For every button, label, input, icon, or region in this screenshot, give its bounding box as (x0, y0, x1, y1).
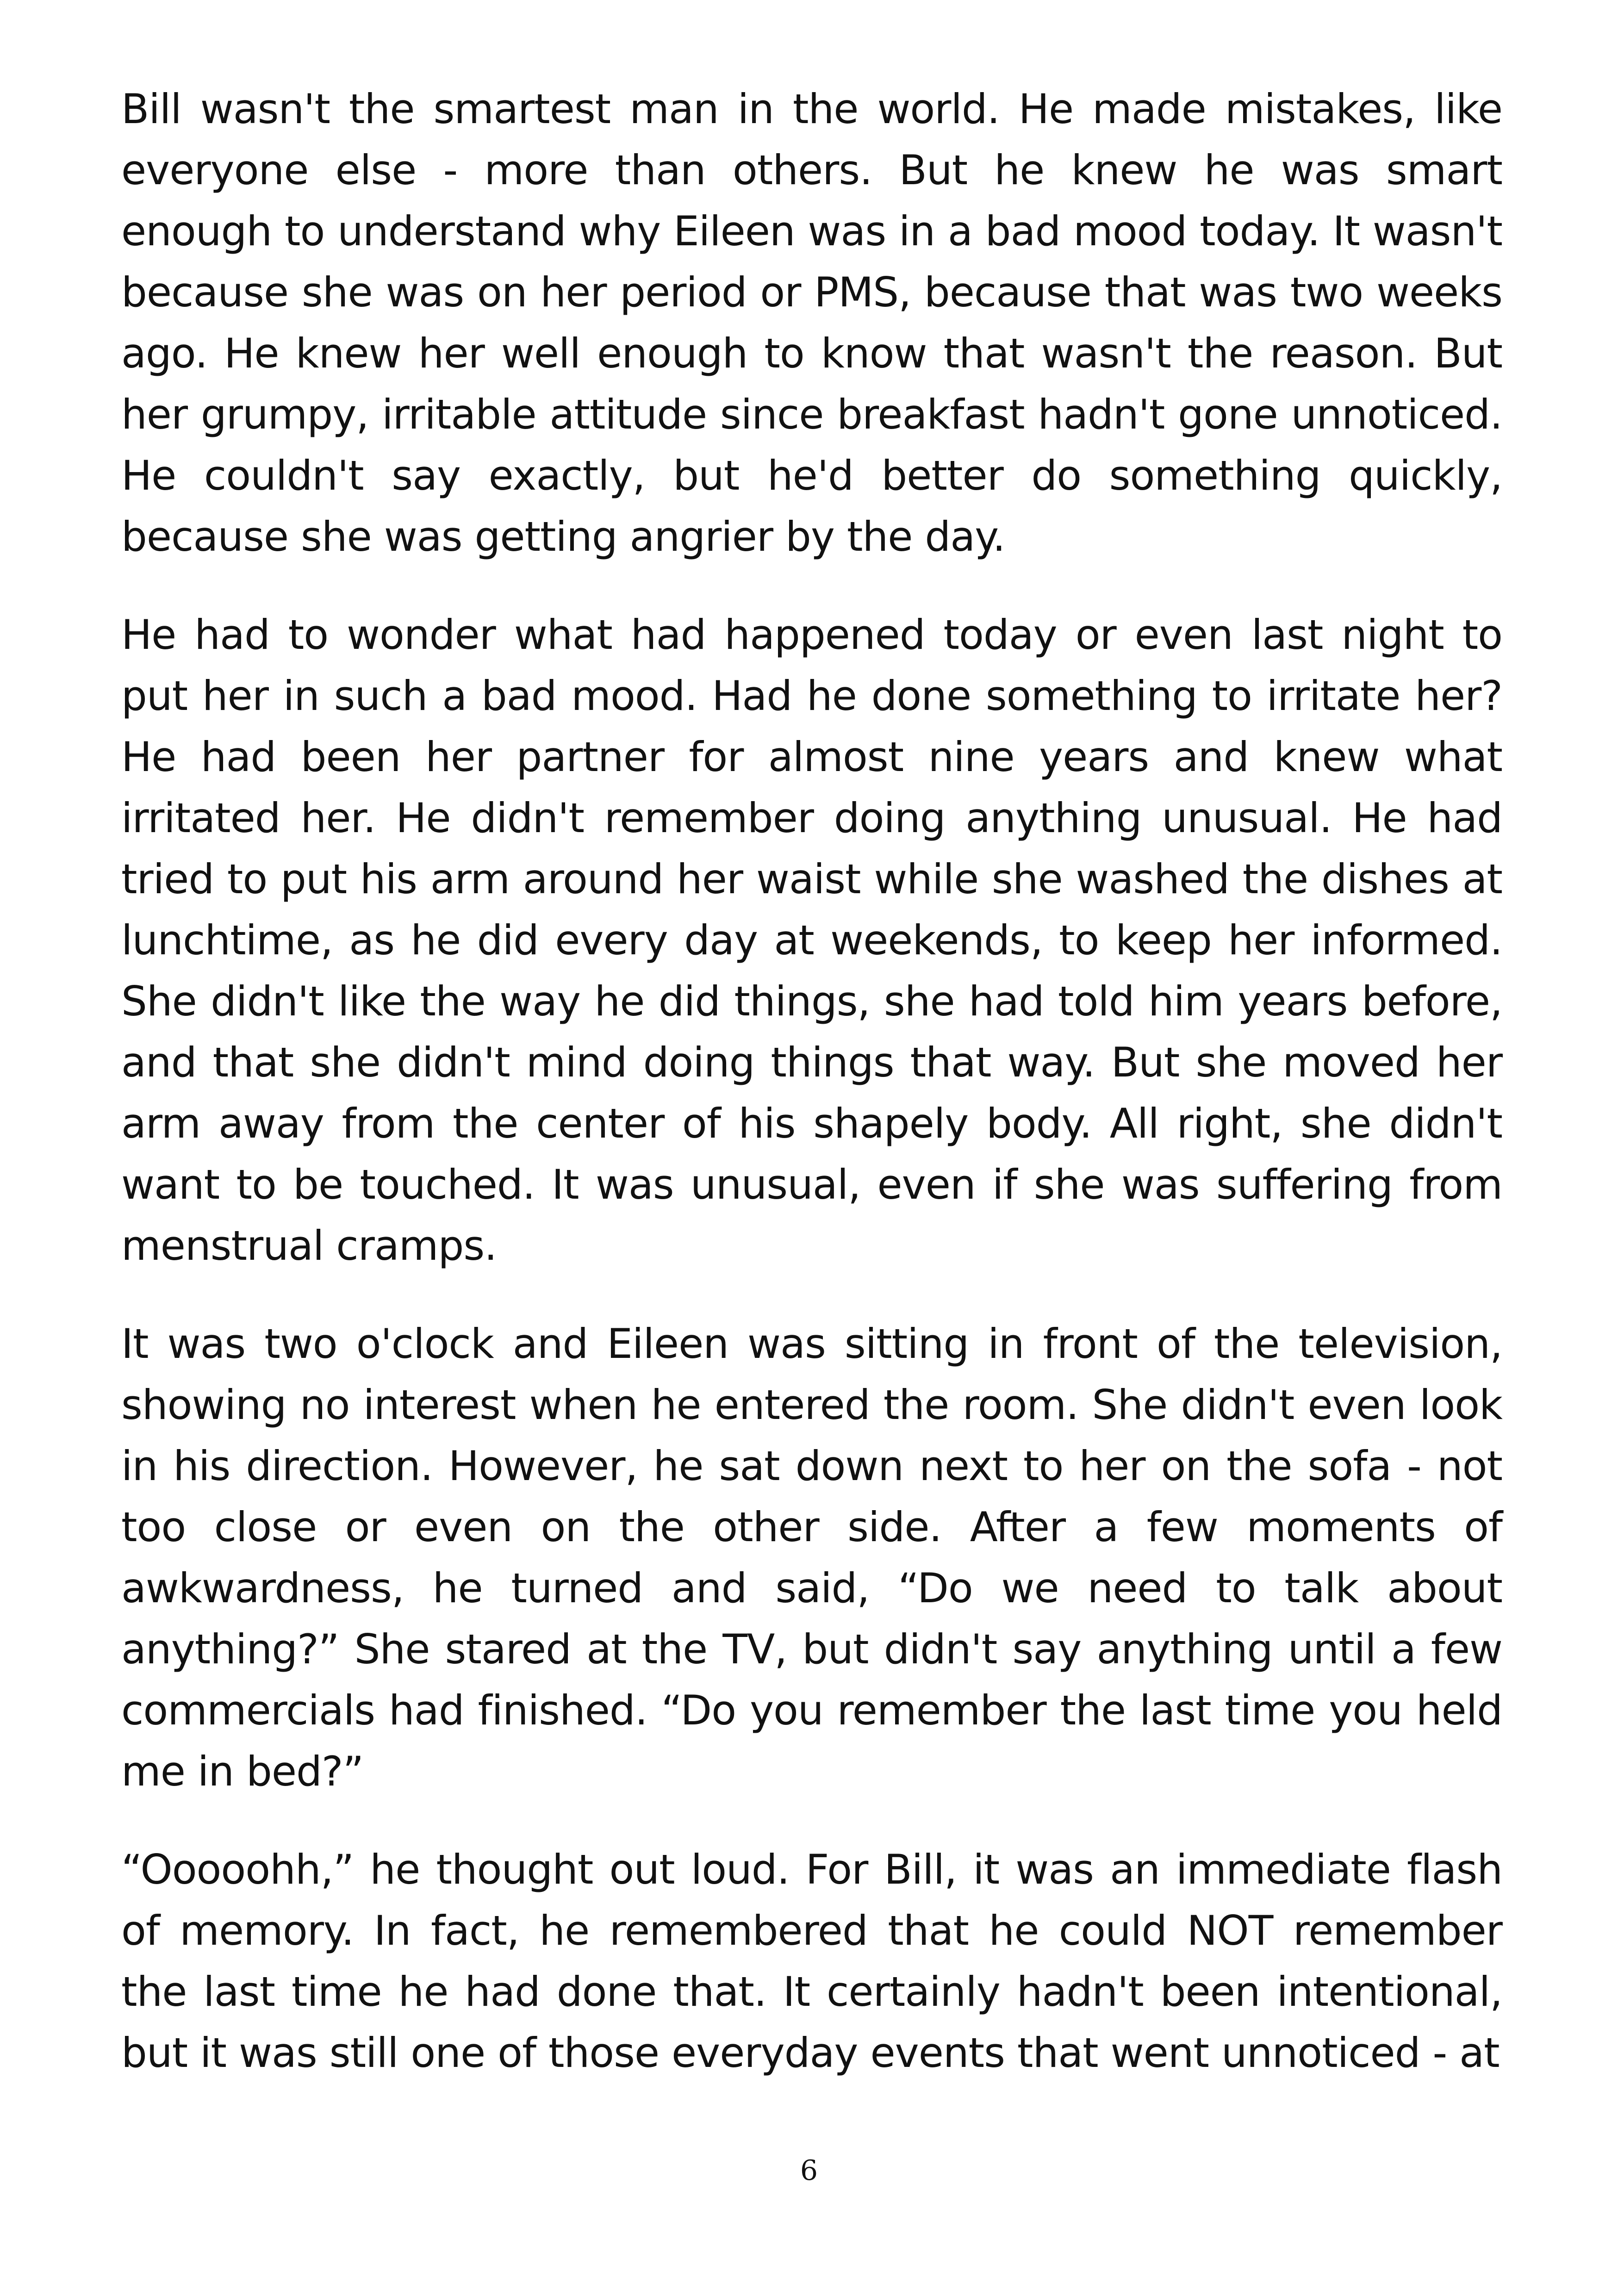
paragraph-1: Bill wasn't the smartest man in the world. He made mistakes, like everyone else - more than others. But he knew he was smart enough to understand why Eileen was in a bad mood today. It wasn't because she was on her period or PMS, because that was two weeks ago. He knew her well enough to know that wasn't the reason. But her grumpy, irritable attitude since breakfast hadn't gone unnoticed. He couldn't say exactly, but he'd better do something quickly, because she was getting angrier by the day. (121, 85, 1502, 560)
page-body (121, 79, 1502, 2084)
page-number: 6 (800, 2154, 818, 2187)
paragraph-2: He had to wonder what had happened today or even last night to put her in such a bad mood. Had he done something to irritate her? He had been her partner for almost nine years and knew what irritated her. He didn't remember doing anything unusual. He had tried to put his arm around her waist while she washed the dishes at lunchtime, as he did every day at weekends, to keep her informed. She didn't like the way he did things, she had told him years before, and that she didn't mind doing things that way. But she moved her arm away from the center of his shapely body. All right, she didn't want to be touched. It was unusual, even if she was suffering from menstrual cramps. (121, 611, 1502, 1269)
paragraph-3: It was two o'clock and Eileen was sitting in front of the television, showing no interest when he entered the room. She didn't even look in his direction. However, he sat down next to her on the sofa - not too close or even on the other side. After a few moments of awkwardness, he turned and said, “Do we need to talk about anything?” She stared at the TV, but didn't say anything until a few commercials had finished. “Do you remember the last time you held me in bed?” (121, 1320, 1502, 1795)
paragraph-4: “Ooooohh,” he thought out loud. For Bill, it was an immediate flash of memory. In fact, he remembered that he could NOT remember the last time he had done that. It certainly hadn't been intentional, but it was still one of those everyday events that went unnoticed - at (121, 1846, 1502, 2077)
